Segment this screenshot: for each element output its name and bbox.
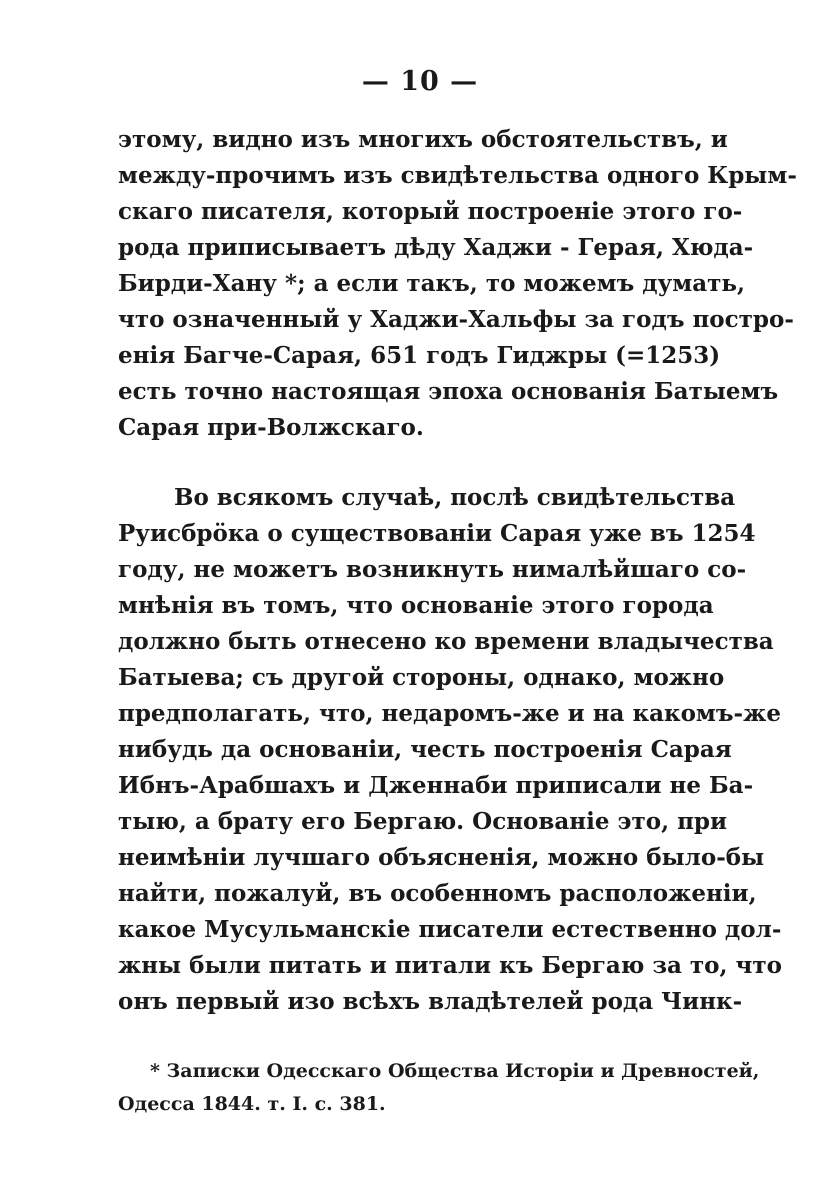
text-line: Руисбрӧка о существованіи Сарая уже въ 1254 (118, 520, 756, 547)
text-line: енія Багче-Сарая, 651 годъ Гиджры (=1253) (118, 342, 721, 369)
text-line: между-прочимъ изъ свидѣтельства одного Крым- (118, 162, 797, 189)
text-line: есть точно настоящая эпоха основанія Батыемъ (118, 378, 779, 405)
text-line: должно быть отнесено ко времени владычества (118, 628, 774, 655)
text-line: какое Мусульманскіе писатели естественно дол- (118, 916, 782, 943)
text-line: рода приписываетъ дѣду Хаджи - Герая, Хюда- (118, 234, 754, 261)
text-line: мнѣнія въ томъ, что основаніе этого города (118, 592, 714, 619)
footnote-line: * Записки Одесскаго Общества Исторіи и Древностей, (150, 1060, 760, 1082)
text-line: нибудь да основаніи, честь построенія Сарая (118, 736, 732, 763)
text-line: предполагать, что, недаромъ-же и на какомъ-же (118, 700, 781, 727)
text-line: Во всякомъ случаѣ, послѣ свидѣтельства (174, 484, 736, 511)
text-line: Ибнъ-Арабшахъ и Дженнаби приписали не Ба- (118, 772, 754, 799)
text-line: этому, видно изъ многихъ обстоятельствъ, и (118, 126, 728, 153)
footnote (118, 1055, 760, 1121)
text-line: жны были питать и питали къ Бергаю за то, что (118, 952, 782, 979)
paragraph-2 (118, 480, 782, 1020)
paragraph-1 (118, 122, 797, 446)
text-line: онъ первый изо всѣхъ владѣтелей рода Чинк- (118, 988, 743, 1015)
text-line: Бирди-Хану *; а если такъ, то можемъ думать, (118, 270, 746, 297)
text-line: что означенный у Хаджи-Хальфы за годъ постро- (118, 306, 794, 333)
text-line: неимѣніи лучшаго объясненія, можно было-бы (118, 844, 765, 871)
footnote-line: Одесса 1844. т. I. с. 381. (118, 1093, 386, 1115)
text-line: Батыева; съ другой стороны, однако, можно (118, 664, 725, 691)
page-number: — 10 — (361, 66, 479, 97)
text-line: скаго писателя, который построеніе этого го- (118, 198, 743, 225)
text-line: найти, пожалуй, въ особенномъ расположеніи, (118, 880, 757, 907)
text-line: году, не можетъ возникнуть нималѣйшаго со- (118, 556, 747, 583)
text-line: тыю, а брату его Бергаю. Основаніе это, при (118, 808, 728, 835)
text-line: Сарая при-Волжскаго. (118, 414, 424, 441)
